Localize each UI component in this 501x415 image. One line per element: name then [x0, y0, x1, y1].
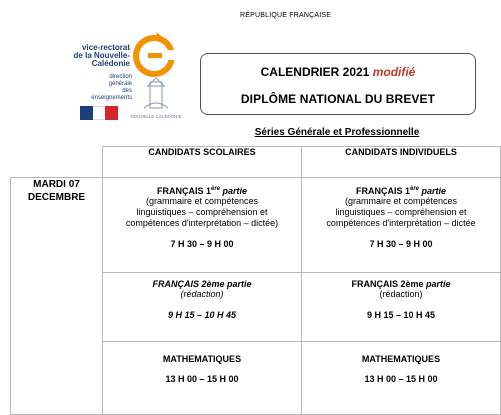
header-corner	[11, 147, 103, 178]
detail-line: linguistiques – compréhension et	[136, 207, 268, 217]
detail-line: compétences d'interprétation – dictée	[326, 218, 476, 228]
header-scolaires: CANDIDATS SCOLAIRES	[103, 147, 302, 178]
time-slot: 7 H 30 – 9 H 00	[170, 239, 234, 249]
subject-label: MATHEMATIQUES	[162, 354, 242, 364]
time-slot: 7 H 30 – 9 H 00	[369, 239, 433, 249]
table-header-row	[11, 147, 501, 178]
logo-subtitle	[80, 74, 132, 102]
detail-line: linguistiques – compréhension et	[335, 207, 467, 217]
time-slot: 13 H 00 – 15 H 00	[165, 374, 239, 384]
title-line2: DIPLÔME NATIONAL DU BREVET	[240, 92, 436, 106]
title-box	[200, 53, 476, 115]
time-slot: 9 H 15 – 10 H 45	[167, 310, 237, 320]
title-main: CALENDRIER 2021	[260, 65, 370, 79]
date-cell	[11, 178, 103, 415]
header-individuels: CANDIDATS INDIVIDUELS	[302, 147, 501, 178]
detail-line: (grammaire et compétences	[344, 196, 458, 206]
subject-label: FRANÇAIS 1ère partie	[355, 186, 447, 196]
detail-line: (rédaction)	[180, 289, 224, 299]
cell-francais1-scolaires	[103, 178, 302, 273]
cell-maths-individuels	[302, 342, 501, 415]
table-row	[11, 178, 501, 273]
emblem-label: NOUVELLE CALÉDONIE	[130, 114, 182, 119]
logo-sub-line3: des enseignements	[91, 88, 132, 101]
title-modifier: modifié	[372, 65, 416, 79]
subject-label: FRANÇAIS 1ère partie	[156, 186, 248, 196]
cell-francais2-scolaires	[103, 273, 302, 342]
series-subtitle: Séries Générale et Professionnelle	[254, 127, 420, 138]
e-letter-logo-icon	[130, 30, 178, 78]
cell-maths-scolaires	[103, 342, 302, 415]
detail-line: compétences d'interprétation – dictée)	[125, 218, 279, 228]
nouvelle-caledonie-emblem-icon	[130, 76, 182, 124]
republique-francaise-label: RÉPUBLIQUE FRANÇAISE	[240, 12, 332, 19]
subject-label: FRANÇAIS 2ème partie	[351, 279, 451, 289]
subject-label: MATHEMATIQUES	[361, 354, 441, 364]
title-line1	[201, 65, 475, 79]
cell-francais2-individuels	[302, 273, 501, 342]
french-flag-icon	[80, 106, 118, 120]
cell-francais1-individuels	[302, 178, 501, 273]
detail-line: (grammaire et compétences	[145, 196, 259, 206]
schedule-table	[10, 146, 501, 415]
logo-line1: vice-rectorat	[81, 43, 130, 52]
time-slot: 9 H 15 – 10 H 45	[366, 310, 436, 320]
logo-sub-line2: générale	[108, 81, 132, 87]
logo-sub-line1: direction	[109, 74, 132, 80]
detail-line: (rédaction)	[379, 289, 423, 299]
date-line1: MARDI 07	[33, 179, 80, 190]
date-line2: DECEMBRE	[27, 192, 86, 203]
logo-line2: de la Nouvelle-Calédonie	[73, 51, 130, 68]
logo-text	[42, 44, 130, 68]
vice-rectorat-logo	[12, 14, 188, 124]
time-slot: 13 H 00 – 15 H 00	[364, 374, 438, 384]
subject-label: FRANÇAIS 2ème partie	[152, 279, 252, 289]
